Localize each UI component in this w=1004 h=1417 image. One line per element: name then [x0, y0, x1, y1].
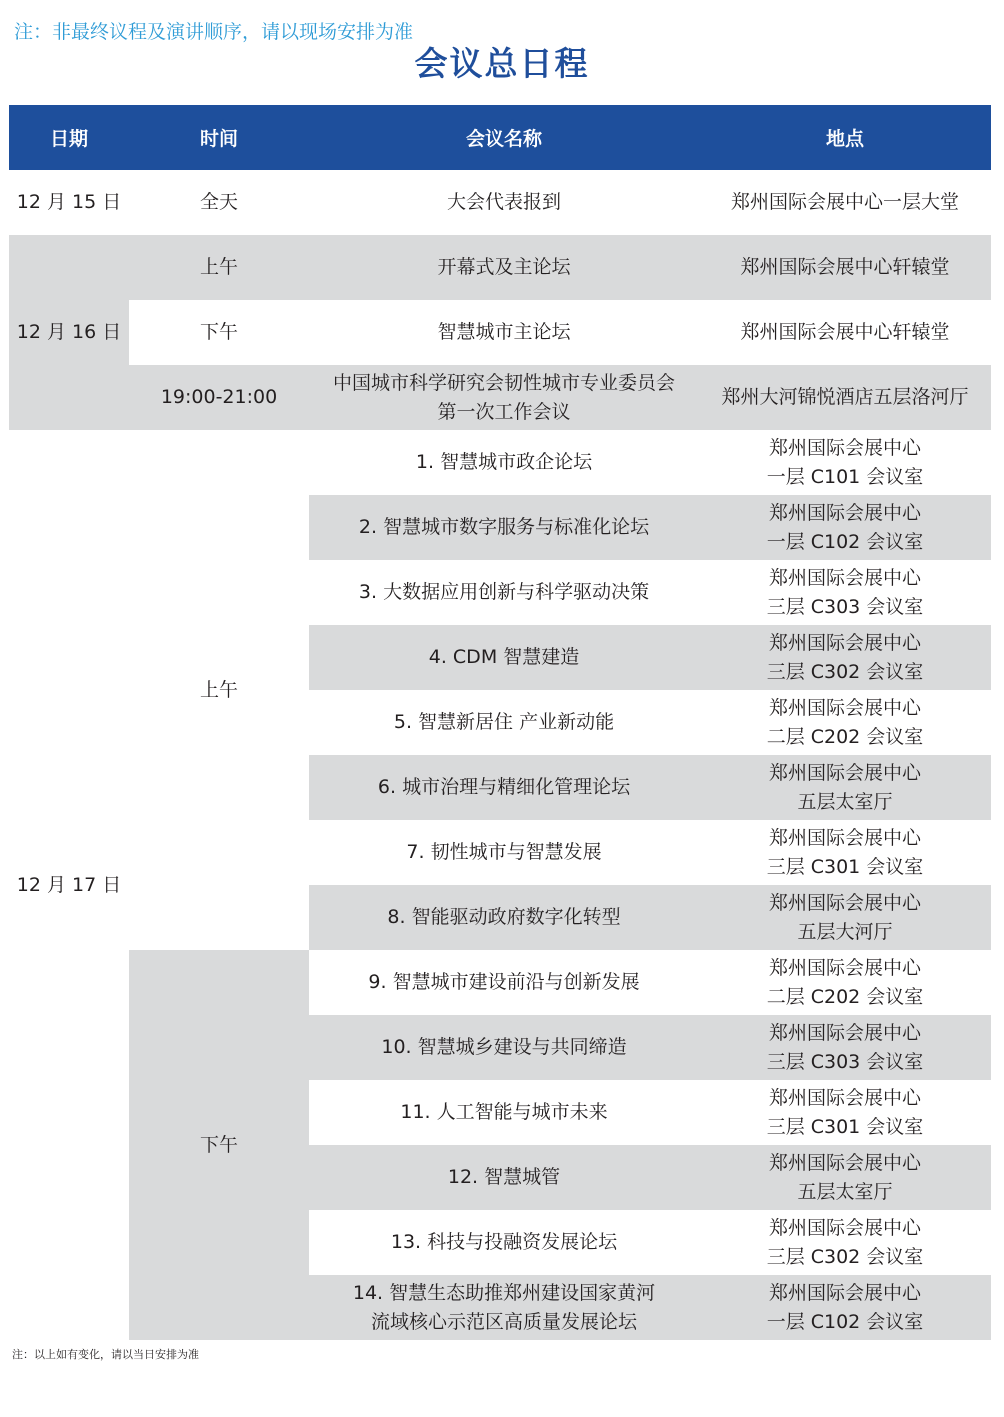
date-cell-dec17: 12 月 17 日 [9, 430, 129, 1340]
place-line: 五层太室厅 [797, 790, 893, 813]
forum-place-cell [699, 1145, 991, 1210]
place-line: 郑州国际会展中心 [768, 696, 921, 719]
place-line: 郑州国际会展中心 [768, 501, 921, 524]
place-line: 五层大河厅 [797, 920, 893, 943]
table-row [9, 365, 991, 430]
meeting-name-cell: 大会代表报到 [309, 170, 699, 235]
page-title: 会议总日程 [414, 44, 590, 83]
forum-place-cell [699, 690, 991, 755]
meeting-name-cell: 智慧城市主论坛 [309, 300, 699, 365]
place-line: 郑州国际会展中心 [768, 956, 921, 979]
forum-name-cell: 2. 智慧城市数字服务与标准化论坛 [309, 495, 699, 560]
place-line: 三层 C302 会议室 [766, 1245, 924, 1268]
place-cell: 郑州国际会展中心轩辕堂 [699, 235, 991, 300]
place-line: 郑州国际会展中心 [768, 761, 921, 784]
forum-name-cell: 9. 智慧城市建设前沿与创新发展 [309, 950, 699, 1015]
place-line: 五层太室厅 [797, 1180, 893, 1203]
date-cell-dec15: 12 月 15 日 [9, 170, 129, 235]
place-line: 郑州国际会展中心 [768, 1086, 921, 1109]
forum-name-cell: 11. 人工智能与城市未来 [309, 1080, 699, 1145]
forum-place-cell [699, 950, 991, 1015]
place-line: 三层 C301 会议室 [766, 855, 924, 878]
meeting-name-line: 中国城市科学研究会韧性城市专业委员会 [332, 371, 675, 394]
place-line: 郑州国际会展中心 [768, 891, 921, 914]
place-line: 郑州国际会展中心 [768, 1151, 921, 1174]
forum-name-cell: 4. CDM 智慧建造 [309, 625, 699, 690]
place-line: 三层 C302 会议室 [766, 660, 924, 683]
place-line: 郑州国际会展中心 [768, 566, 921, 589]
forum-name-cell: 3. 大数据应用创新与科学驱动决策 [309, 560, 699, 625]
forum-place-cell [699, 885, 991, 950]
agenda-table [9, 105, 991, 1340]
place-cell: 郑州大河锦悦酒店五层洛河厅 [699, 365, 991, 430]
time-cell: 全天 [129, 170, 309, 235]
forum-name-cell: 5. 智慧新居住 产业新动能 [309, 690, 699, 755]
place-line: 郑州国际会展中心 [768, 631, 921, 654]
place-line: 三层 C303 会议室 [766, 595, 924, 618]
table-row [9, 430, 991, 495]
place-line: 二层 C202 会议室 [766, 985, 924, 1008]
place-line: 一层 C101 会议室 [766, 465, 924, 488]
forum-place-cell [699, 1275, 991, 1340]
forum-place-cell [699, 495, 991, 560]
meeting-name-line: 第一次工作会议 [437, 400, 571, 423]
table-row [9, 170, 991, 235]
forum-name-cell: 1. 智慧城市政企论坛 [309, 430, 699, 495]
header-row [9, 105, 991, 170]
forum-place-cell [699, 1080, 991, 1145]
place-line: 三层 C301 会议室 [766, 1115, 924, 1138]
place-line: 郑州国际会展中心 [768, 826, 921, 849]
time-cell: 19:00-21:00 [129, 365, 309, 430]
time-cell-afternoon: 下午 [129, 950, 309, 1340]
forum-place-cell [699, 755, 991, 820]
forum-place-cell [699, 820, 991, 885]
forum-name-line: 14. 智慧生态助推郑州建设国家黄河 [352, 1281, 656, 1304]
meeting-name-cell [309, 365, 699, 430]
forum-name-line: 流域核心示范区高质量发展论坛 [370, 1310, 637, 1333]
forum-place-cell [699, 625, 991, 690]
forum-name-cell: 13. 科技与投融资发展论坛 [309, 1210, 699, 1275]
place-cell: 郑州国际会展中心一层大堂 [699, 170, 991, 235]
forum-name-cell: 6. 城市治理与精细化管理论坛 [309, 755, 699, 820]
place-line: 三层 C303 会议室 [766, 1050, 924, 1073]
time-cell: 下午 [129, 300, 309, 365]
header-name: 会议名称 [309, 105, 699, 170]
forum-place-cell [699, 1015, 991, 1080]
date-cell-dec16: 12 月 16 日 [9, 235, 129, 430]
forum-place-cell [699, 560, 991, 625]
place-line: 郑州国际会展中心 [768, 1281, 921, 1304]
table-row [9, 300, 991, 365]
place-cell: 郑州国际会展中心轩辕堂 [699, 300, 991, 365]
place-line: 郑州国际会展中心 [768, 1021, 921, 1044]
forum-name-cell: 8. 智能驱动政府数字化转型 [309, 885, 699, 950]
time-cell: 上午 [129, 235, 309, 300]
place-line: 二层 C202 会议室 [766, 725, 924, 748]
place-line: 郑州国际会展中心 [768, 1216, 921, 1239]
forum-place-cell [699, 430, 991, 495]
forum-place-cell [699, 1210, 991, 1275]
forum-name-cell: 12. 智慧城管 [309, 1145, 699, 1210]
bottom-note: 注：以上如有变化，请以当日安排为准 [12, 1348, 199, 1361]
header-date: 日期 [9, 105, 129, 170]
header-place: 地点 [699, 105, 991, 170]
place-line: 一层 C102 会议室 [766, 530, 924, 553]
table-row [9, 950, 991, 1015]
time-cell-morning: 上午 [129, 430, 309, 950]
top-note: 注：非最终议程及演讲顺序，请以现场安排为准 [14, 21, 414, 43]
place-line: 一层 C102 会议室 [766, 1310, 924, 1333]
header-time: 时间 [129, 105, 309, 170]
forum-name-cell: 7. 韧性城市与智慧发展 [309, 820, 699, 885]
forum-name-cell: 10. 智慧城乡建设与共同缔造 [309, 1015, 699, 1080]
table-row [9, 235, 991, 300]
place-line: 郑州国际会展中心 [768, 436, 921, 459]
meeting-name-cell: 开幕式及主论坛 [309, 235, 699, 300]
forum-name-cell [309, 1275, 699, 1340]
